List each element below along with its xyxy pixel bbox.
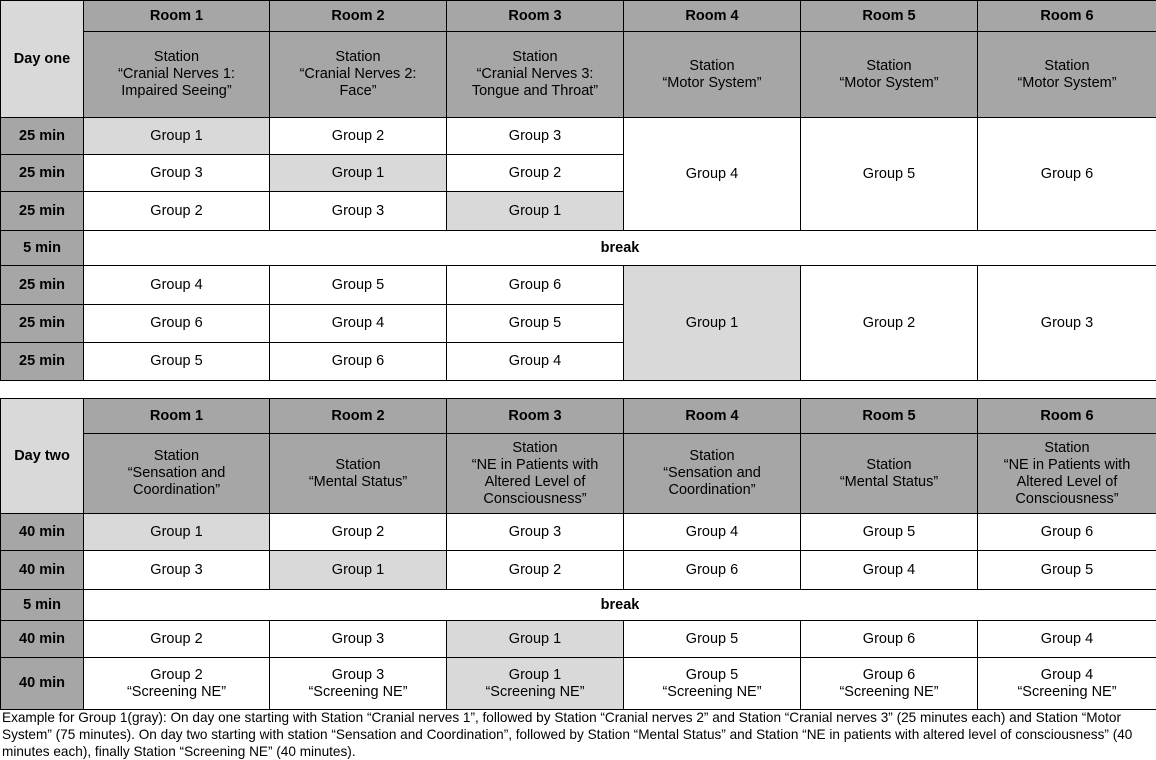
group-cell: Group 1 “Screening NE” xyxy=(447,658,624,710)
group-cell: Group 1 xyxy=(84,514,270,551)
motor-group-cell: Group 6 xyxy=(978,118,1156,231)
station-room-1: Station “Cranial Nerves 1: Impaired Seeing” xyxy=(84,32,270,118)
group-cell: Group 6 xyxy=(624,551,801,590)
station-room-3: Station “Cranial Nerves 3: Tongue and Throat” xyxy=(447,32,624,118)
room-1-header: Room 1 xyxy=(84,399,270,434)
room-2-header: Room 2 xyxy=(270,1,447,32)
group-cell: Group 6 “Screening NE” xyxy=(801,658,978,710)
group-cell: Group 5 xyxy=(801,514,978,551)
group-cell: Group 4 xyxy=(270,305,447,343)
station-room-3: Station “NE in Patients with Altered Level of Consciousness” xyxy=(447,434,624,514)
station-room-5: Station “Mental Status” xyxy=(801,434,978,514)
group-cell: Group 3 “Screening NE” xyxy=(270,658,447,710)
station-room-2: Station “Cranial Nerves 2: Face” xyxy=(270,32,447,118)
time-slot: 40 min xyxy=(1,551,84,590)
room-5-header: Room 5 xyxy=(801,1,978,32)
group-cell: Group 6 xyxy=(270,343,447,381)
motor-group-cell: Group 3 xyxy=(978,266,1156,381)
station-room-5: Station “Motor System” xyxy=(801,32,978,118)
room-5-header: Room 5 xyxy=(801,399,978,434)
group-cell: Group 2 xyxy=(447,155,624,192)
group-cell: Group 5 xyxy=(270,266,447,305)
break-row: break xyxy=(84,231,1156,266)
station-room-1: Station “Sensation and Coordination” xyxy=(84,434,270,514)
group-cell: Group 3 xyxy=(447,118,624,155)
group-cell: Group 2 xyxy=(84,192,270,231)
group-cell: Group 4 “Screening NE” xyxy=(978,658,1156,710)
group-cell: Group 5 “Screening NE” xyxy=(624,658,801,710)
day-two-schedule-table xyxy=(0,398,1156,710)
room-4-header: Room 4 xyxy=(624,399,801,434)
time-slot: 25 min xyxy=(1,155,84,192)
group-cell: Group 3 xyxy=(84,551,270,590)
group-cell: Group 6 xyxy=(84,305,270,343)
group-cell: Group 5 xyxy=(624,621,801,658)
station-room-2: Station “Mental Status” xyxy=(270,434,447,514)
room-6-header: Room 6 xyxy=(978,1,1156,32)
group-cell: Group 2 xyxy=(270,118,447,155)
station-room-4: Station “Motor System” xyxy=(624,32,801,118)
time-slot: 25 min xyxy=(1,192,84,231)
room-3-header: Room 3 xyxy=(447,1,624,32)
group-cell: Group 4 xyxy=(978,621,1156,658)
break-row: break xyxy=(84,590,1156,621)
group-cell: Group 2 xyxy=(84,621,270,658)
group-cell: Group 1 xyxy=(270,551,447,590)
group-cell: Group 2 xyxy=(270,514,447,551)
group-cell: Group 4 xyxy=(624,514,801,551)
group-cell: Group 3 xyxy=(270,621,447,658)
station-room-6: Station “NE in Patients with Altered Level of Consciousness” xyxy=(978,434,1156,514)
room-3-header: Room 3 xyxy=(447,399,624,434)
room-1-header: Room 1 xyxy=(84,1,270,32)
motor-group-cell: Group 4 xyxy=(624,118,801,231)
motor-group-cell: Group 5 xyxy=(801,118,978,231)
group-cell: Group 5 xyxy=(978,551,1156,590)
break-time-slot: 5 min xyxy=(1,590,84,621)
room-2-header: Room 2 xyxy=(270,399,447,434)
group-cell: Group 4 xyxy=(84,266,270,305)
day-two-label: Day two xyxy=(1,399,84,514)
group-cell: Group 3 xyxy=(447,514,624,551)
break-time-slot: 5 min xyxy=(1,231,84,266)
group-cell: Group 6 xyxy=(978,514,1156,551)
group-cell: Group 2 “Screening NE” xyxy=(84,658,270,710)
group-cell: Group 1 xyxy=(447,621,624,658)
group-cell: Group 5 xyxy=(84,343,270,381)
motor-group-cell: Group 1 xyxy=(624,266,801,381)
group-cell: Group 6 xyxy=(801,621,978,658)
group-cell: Group 5 xyxy=(447,305,624,343)
group-cell: Group 1 xyxy=(270,155,447,192)
time-slot: 25 min xyxy=(1,305,84,343)
room-6-header: Room 6 xyxy=(978,399,1156,434)
caption-note: Example for Group 1(gray): On day one starting with Station “Cranial nerves 1”, followed by Station “Cranial nerves 2” and Station “Cranial nerves 3” (25 minutes each) and Station “Motor System” (75 minutes). On day two starting with station “Sensation and Coordination”, followed by Station “Mental Status” and Station “NE in patients with altered level of consciousness” (40 minutes each), finally Station “Screening NE” (40 minutes). xyxy=(2,710,1133,759)
room-4-header: Room 4 xyxy=(624,1,801,32)
time-slot: 40 min xyxy=(1,621,84,658)
station-room-4: Station “Sensation and Coordination” xyxy=(624,434,801,514)
group-cell: Group 2 xyxy=(447,551,624,590)
day-one-label: Day one xyxy=(1,1,84,118)
station-room-6: Station “Motor System” xyxy=(978,32,1156,118)
time-slot: 25 min xyxy=(1,343,84,381)
group-cell: Group 1 xyxy=(84,118,270,155)
group-cell: Group 3 xyxy=(270,192,447,231)
time-slot: 25 min xyxy=(1,118,84,155)
time-slot: 40 min xyxy=(1,514,84,551)
time-slot: 25 min xyxy=(1,266,84,305)
group-cell: Group 6 xyxy=(447,266,624,305)
group-cell: Group 4 xyxy=(447,343,624,381)
time-slot: 40 min xyxy=(1,658,84,710)
motor-group-cell: Group 2 xyxy=(801,266,978,381)
group-cell: Group 1 xyxy=(447,192,624,231)
group-cell: Group 3 xyxy=(84,155,270,192)
group-cell: Group 4 xyxy=(801,551,978,590)
